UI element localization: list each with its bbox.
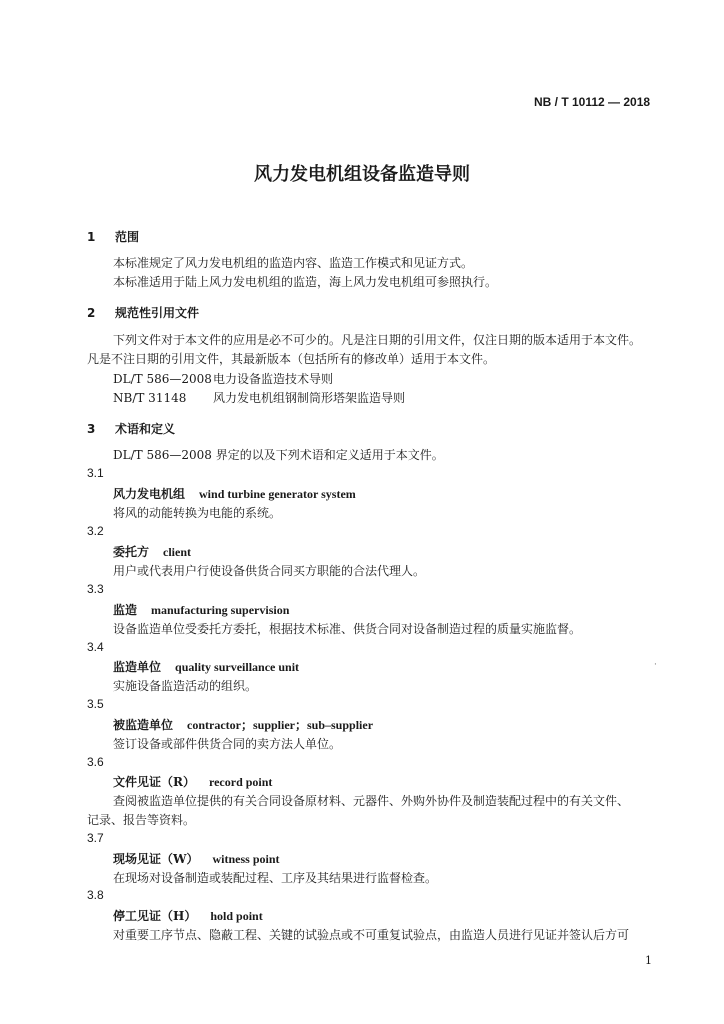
section-heading-2: [87, 304, 199, 321]
section-heading-1: [87, 228, 139, 245]
term-definition: 在现场对设备制造或装配过程、工序及其结果进行监督检查。: [113, 871, 438, 885]
term-cn: 监造单位: [113, 660, 162, 674]
term-cn: 监造: [113, 603, 138, 617]
term-heading: [113, 773, 272, 790]
reference-title: 风力发电机组钢制筒形塔架监造导则: [213, 391, 406, 405]
scope-paragraph-1: 本标准规定了风力发电机组的监造内容、监造工作模式和见证方式。: [113, 256, 474, 270]
term-cn: 文件见证（R）: [113, 775, 195, 789]
term-en: hold point: [210, 909, 263, 923]
term-definition: 设备监造单位受委托方委托，根据技术标准、供货合同对设备制造过程的质量实施监督。: [113, 622, 582, 636]
term-heading: [113, 601, 289, 618]
term-number: 3.5: [87, 697, 104, 711]
term-number: 3.3: [87, 582, 104, 596]
term-heading: [113, 658, 299, 675]
page-title: 风力发电机组设备监造导则: [254, 164, 470, 185]
term-en: manufacturing supervision: [151, 603, 290, 617]
term-definition: 对重要工序节点、隐蔽工程、关键的试验点或不可重复试验点，由监造人员进行见证并签认后方可: [113, 928, 630, 942]
section-number: 2: [87, 306, 96, 320]
term-heading: [113, 850, 280, 867]
normative-paragraph-line-1: 下列文件对于本文件的应用是必不可少的。凡是注日期的引用文件，仅注日期的版本适用于本文件。: [113, 333, 642, 347]
section-heading-3: [87, 420, 175, 437]
term-en: contractor；supplier；sub–supplier: [187, 718, 374, 732]
section-title: 规范性引用文件: [115, 306, 200, 320]
term-en: record point: [208, 775, 273, 789]
section-title: 范围: [115, 230, 140, 244]
term-number: 3.7: [87, 831, 104, 845]
term-cn: 现场见证（W）: [113, 852, 199, 866]
reference-item: [113, 389, 405, 406]
term-number: 3.2: [87, 524, 104, 538]
term-definition-line-1: 查阅被监造单位提供的有关合同设备原材料、元器件、外购外协件及制造装配过程中的有关文件、: [113, 794, 630, 808]
term-en: wind turbine generator system: [199, 487, 356, 501]
reference-code: NB/T 31148: [113, 391, 187, 405]
term-cn: 被监造单位: [113, 718, 174, 732]
term-cn: 停工见证（H）: [113, 909, 197, 923]
term-en: client: [163, 545, 192, 559]
term-cn: 委托方: [113, 545, 150, 559]
scope-paragraph-2: 本标准适用于陆上风力发电机组的监造，海上风力发电机组可参照执行。: [113, 275, 498, 289]
normative-paragraph-line-2: 凡是不注日期的引用文件，其最新版本（包括所有的修改单）适用于本文件。: [87, 352, 496, 366]
term-definition-line-2: 记录、报告等资料。: [87, 813, 196, 827]
term-definition: 用户或代表用户行使设备供货合同买方职能的合法代理人。: [113, 564, 426, 578]
section-number: 3: [87, 422, 96, 436]
section-number: 1: [87, 230, 96, 244]
term-number: 3.1: [87, 466, 104, 480]
term-en: witness point: [212, 852, 280, 866]
term-number: 3.8: [87, 888, 104, 902]
stray-mark: ·: [654, 660, 657, 670]
terms-intro: DL/T 586—2008 界定的以及下列术语和定义适用于本文件。: [113, 448, 444, 462]
term-number: 3.6: [87, 755, 104, 769]
standard-code: NB / T 10112 — 2018: [534, 95, 651, 109]
reference-item: [113, 370, 333, 387]
page-number: 1: [645, 954, 652, 967]
term-definition: 实施设备监造活动的组织。: [113, 679, 258, 693]
term-definition: 将风的动能转换为电能的系统。: [113, 506, 282, 520]
term-heading: [113, 543, 191, 560]
term-heading: [113, 716, 373, 733]
reference-code: DL/T 586—2008: [113, 372, 212, 386]
term-number: 3.4: [87, 640, 104, 654]
term-heading: [113, 485, 356, 502]
term-cn: 风力发电机组: [113, 487, 186, 501]
term-en: quality surveillance unit: [175, 660, 300, 674]
term-heading: [113, 907, 263, 924]
term-definition: 签订设备或部件供货合同的卖方法人单位。: [113, 737, 342, 751]
section-title: 术语和定义: [115, 422, 176, 436]
reference-title: 电力设备监造技术导则: [213, 372, 334, 386]
